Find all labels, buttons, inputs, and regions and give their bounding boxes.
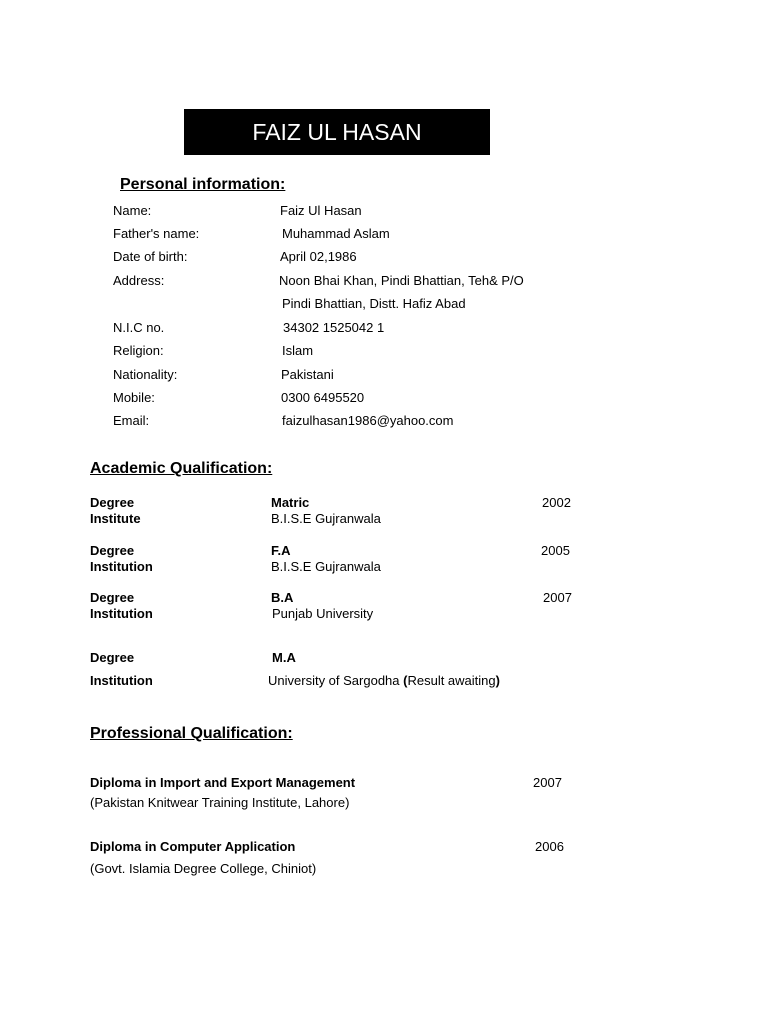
degree-value: Matric [271, 495, 310, 510]
nic-value: 34302 1525042 1 [283, 320, 385, 335]
degree-year: 2002 [542, 495, 571, 510]
degree-label: Degree [90, 543, 135, 558]
diploma-year: 2007 [533, 775, 562, 790]
institution-main: University of Sargodha [268, 673, 404, 688]
degree-value: B.A [271, 590, 294, 605]
degree-year: 2005 [541, 543, 570, 558]
diploma-year: 2006 [535, 839, 564, 854]
degree-year: 2007 [543, 590, 572, 605]
diploma-institution: (Pakistan Knitwear Training Institute, Lahore) [90, 795, 350, 810]
institution-value: Punjab University [272, 606, 374, 621]
diploma-title: Diploma in Computer Application [90, 839, 296, 854]
name-value: Faiz Ul Hasan [280, 203, 362, 218]
mobile-label: Mobile: [113, 390, 155, 405]
name-banner [184, 109, 490, 155]
personal-info-heading: Personal information: [120, 176, 286, 193]
address-label: Address: [113, 273, 165, 288]
nationality-label: Nationality: [113, 367, 178, 382]
mobile-value: 0300 6495520 [281, 390, 365, 405]
academic-heading: Academic Qualification: [90, 460, 273, 477]
institution-value: B.I.S.E Gujranwala [271, 511, 381, 526]
paren-close: ) [495, 673, 500, 688]
nic-label: N.I.C no. [113, 320, 165, 335]
father-name-value: Muhammad Aslam [282, 226, 390, 241]
diploma-institution: (Govt. Islamia Degree College, Chiniot) [90, 861, 317, 876]
father-name-label: Father's name: [113, 226, 200, 241]
religion-label: Religion: [113, 343, 164, 358]
institution-label: Institution [90, 559, 153, 574]
dob-value: April 02,1986 [280, 249, 357, 264]
paren-open: ( [403, 673, 408, 688]
address-value-line1: Noon Bhai Khan, Pindi Bhattian, Teh& P/O [279, 273, 524, 288]
degree-label: Degree [90, 590, 135, 605]
institution-label: Institution [90, 606, 153, 621]
institution-value [268, 673, 500, 689]
nationality-value: Pakistani [281, 367, 334, 382]
professional-heading: Professional Qualification: [90, 725, 293, 742]
name-label: Name: [113, 203, 152, 218]
candidate-name: FAIZ UL HASAN [252, 119, 422, 145]
institution-value: B.I.S.E Gujranwala [271, 559, 381, 574]
institution-label: Institution [90, 673, 153, 688]
institution-label: Institute [90, 511, 141, 526]
degree-value: M.A [272, 650, 296, 665]
religion-value: Islam [282, 343, 314, 358]
email-value: faizulhasan1986@yahoo.com [282, 413, 454, 428]
degree-label: Degree [90, 495, 135, 510]
degree-value: F.A [271, 543, 291, 558]
diploma-title: Diploma in Import and Export Management [90, 775, 356, 790]
degree-label: Degree [90, 650, 135, 665]
dob-label: Date of birth: [113, 249, 188, 264]
email-label: Email: [113, 413, 150, 428]
address-value-line2: Pindi Bhattian, Distt. Hafiz Abad [282, 296, 466, 311]
institution-note: Result awaiting [407, 673, 496, 688]
